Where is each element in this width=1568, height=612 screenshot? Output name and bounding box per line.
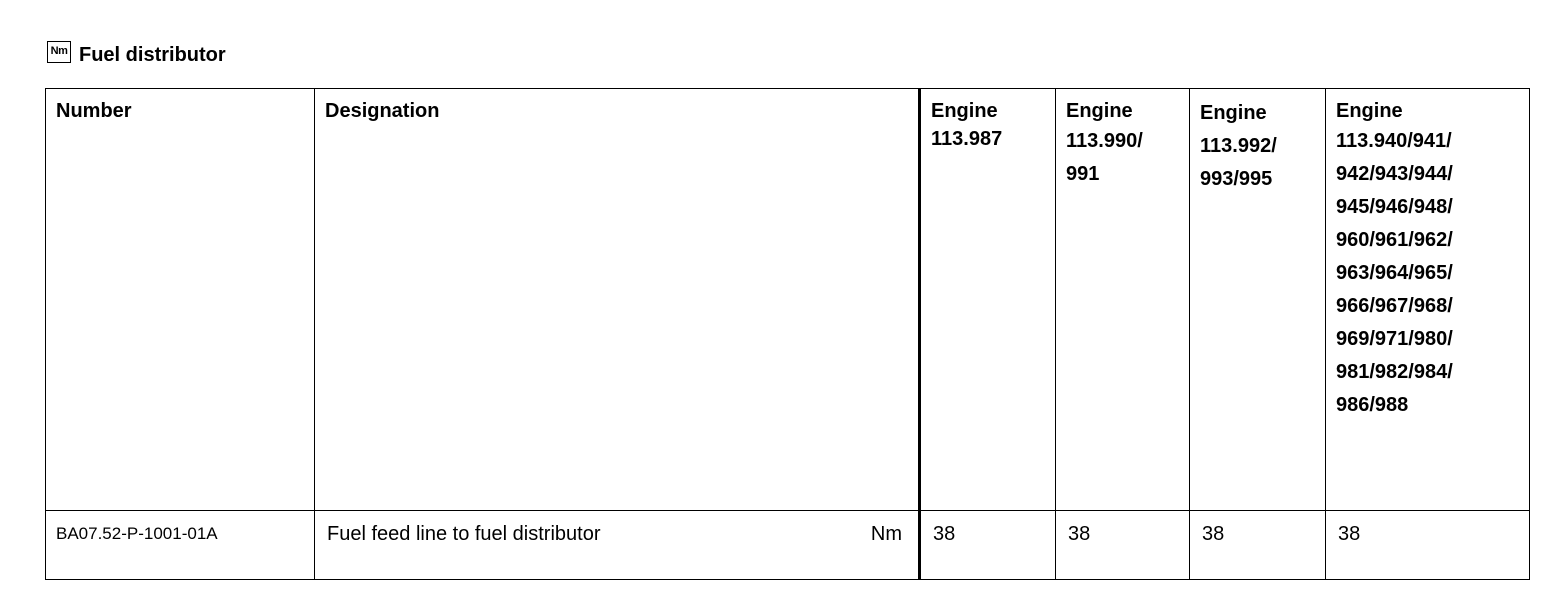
row-value-engine-113-992: 38 [1190,511,1326,580]
column-header-engine-113-987: Engine 113.987 [920,89,1056,511]
row-value-engine-113-987: 38 [920,511,1056,580]
row-value-engine-113-940: 38 [1326,511,1530,580]
table-row [46,511,1530,580]
nm-icon: Nm [47,41,71,63]
column-header-designation: Designation [315,89,920,511]
torque-table [45,88,1530,580]
section-title: Fuel distributor [79,43,226,66]
column-header-engine-113-990: Engine 113.990/ 991 [1056,89,1190,511]
row-value-engine-113-990: 38 [1056,511,1190,580]
column-header-engine-113-940: Engine 113.940/941/ 942/943/944/ 945/946/948/ 960/961/962/ 963/964/965/ 966/967/968/ 969/971/980/ 981/982/984/ 986/988 [1326,89,1530,511]
row-number: BA07.52-P-1001-01A [46,511,315,580]
row-designation-cell [315,511,920,580]
column-header-number: Number [46,89,315,511]
column-header-engine-113-992: Engine 113.992/ 993/995 [1190,89,1326,511]
table-header-row [46,89,1530,511]
section-header [47,42,226,68]
row-unit: Nm [870,523,902,545]
row-designation: Fuel feed line to fuel distributor [327,523,601,545]
